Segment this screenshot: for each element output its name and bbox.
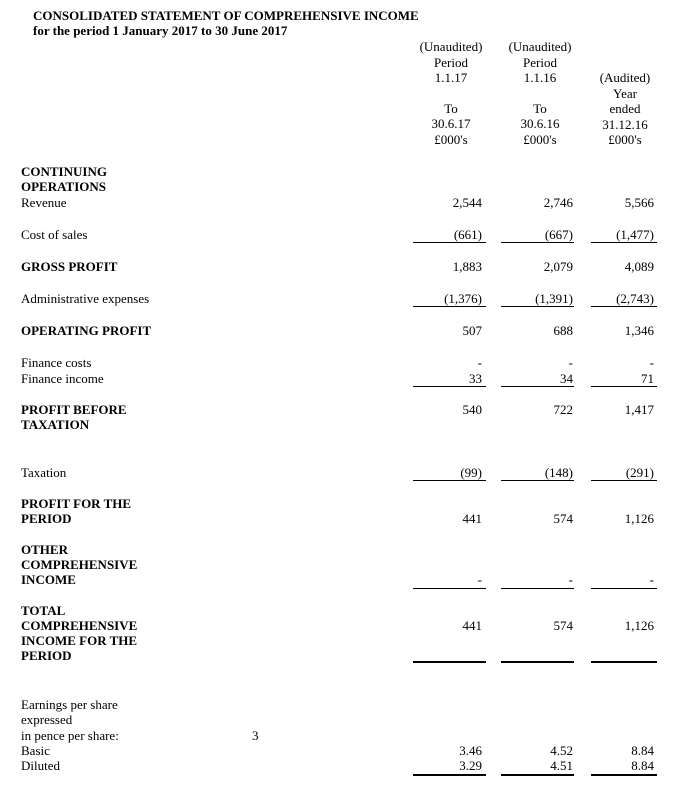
row-label-basic: Basic bbox=[21, 743, 50, 758]
value-cell: 574 bbox=[553, 511, 573, 526]
statement-title: CONSOLIDATED STATEMENT OF COMPREHENSIVE INCOME bbox=[33, 8, 419, 23]
value-cell: 441 bbox=[462, 618, 482, 633]
value-cell: 4.51 bbox=[550, 758, 573, 773]
underline bbox=[501, 386, 574, 387]
row-label-profit-for-period: PROFIT FOR THE bbox=[21, 496, 132, 511]
value-cell: 540 bbox=[462, 402, 482, 417]
value-cell: 33 bbox=[469, 371, 482, 386]
value-cell: 1,883 bbox=[452, 259, 482, 274]
eps-label: in pence per share: bbox=[21, 728, 119, 743]
value-cell: 1,126 bbox=[624, 511, 654, 526]
underline bbox=[591, 588, 657, 589]
row-label-finance-costs: Finance costs bbox=[21, 355, 92, 370]
value-cell: - bbox=[649, 355, 654, 370]
value-cell: 2,746 bbox=[543, 195, 573, 210]
value-cell: 71 bbox=[641, 371, 654, 386]
eps-label: Earnings per share bbox=[21, 697, 118, 712]
value-cell: 4,089 bbox=[624, 259, 654, 274]
value-cell: (667) bbox=[544, 227, 573, 242]
row-label-profit-for-period: PERIOD bbox=[21, 511, 72, 526]
row-label-total-ci: TOTAL bbox=[21, 603, 66, 618]
row-label-oci: INCOME bbox=[21, 572, 76, 587]
value-cell: 507 bbox=[462, 323, 482, 338]
value-cell: 4.52 bbox=[550, 743, 573, 758]
value-cell: 8.84 bbox=[631, 743, 654, 758]
row-label-cost-of-sales: Cost of sales bbox=[21, 227, 88, 242]
column-header-2: (Unaudited) Period 1.1.16 To 30.6.16 £000's bbox=[508, 39, 572, 147]
value-cell: - bbox=[649, 572, 654, 587]
value-cell: (291) bbox=[625, 465, 654, 480]
value-cell: (148) bbox=[544, 465, 573, 480]
row-label-finance-income: Finance income bbox=[21, 371, 104, 386]
value-cell: 1,346 bbox=[624, 323, 654, 338]
double-underline bbox=[591, 661, 657, 663]
double-underline bbox=[501, 774, 574, 776]
value-cell: 2,544 bbox=[452, 195, 482, 210]
underline bbox=[501, 306, 574, 307]
value-cell: 8.84 bbox=[631, 758, 654, 773]
value-cell: (1,477) bbox=[616, 227, 654, 242]
double-underline bbox=[501, 661, 574, 663]
row-label-total-ci: PERIOD bbox=[21, 648, 72, 663]
underline bbox=[501, 480, 574, 481]
eps-label: expressed bbox=[21, 712, 73, 727]
value-cell: 3.46 bbox=[459, 743, 482, 758]
row-label-taxation: Taxation bbox=[21, 465, 67, 480]
underline bbox=[501, 242, 574, 243]
underline bbox=[591, 386, 657, 387]
value-cell: 688 bbox=[553, 323, 573, 338]
row-label-revenue: Revenue bbox=[21, 195, 67, 210]
underline bbox=[501, 588, 574, 589]
underline bbox=[413, 588, 486, 589]
underline bbox=[591, 242, 657, 243]
value-cell: - bbox=[477, 355, 482, 370]
double-underline bbox=[413, 774, 486, 776]
section-heading: CONTINUING bbox=[21, 164, 107, 179]
value-cell: - bbox=[477, 572, 482, 587]
value-cell: 1,126 bbox=[624, 618, 654, 633]
value-cell: 441 bbox=[462, 511, 482, 526]
value-cell: (99) bbox=[460, 465, 482, 480]
double-underline bbox=[591, 774, 657, 776]
section-heading: OPERATIONS bbox=[21, 179, 106, 194]
row-label-oci: COMPREHENSIVE bbox=[21, 557, 138, 572]
row-label-gross-profit: GROSS PROFIT bbox=[21, 259, 118, 274]
value-cell: 34 bbox=[560, 371, 573, 386]
column-header-1: (Unaudited) Period 1.1.17 To 30.6.17 £000's bbox=[419, 39, 483, 147]
value-cell: 574 bbox=[553, 618, 573, 633]
row-label-diluted: Diluted bbox=[21, 758, 60, 773]
column-header-3: (Audited) Year ended 31.12.16 £000's bbox=[599, 70, 651, 147]
underline bbox=[413, 480, 486, 481]
value-cell: (1,376) bbox=[444, 291, 482, 306]
row-label-pbt: TAXATION bbox=[21, 417, 90, 432]
value-cell: 2,079 bbox=[543, 259, 573, 274]
value-cell: - bbox=[568, 572, 573, 587]
underline bbox=[591, 306, 657, 307]
row-label-admin-expenses: Administrative expenses bbox=[21, 291, 150, 306]
row-label-oci: OTHER bbox=[21, 542, 68, 557]
value-cell: 722 bbox=[553, 402, 573, 417]
value-cell: (661) bbox=[453, 227, 482, 242]
row-label-total-ci: COMPREHENSIVE bbox=[21, 618, 138, 633]
value-cell: 3.29 bbox=[459, 758, 482, 773]
note-reference: 3 bbox=[252, 728, 259, 743]
value-cell: 5,566 bbox=[624, 195, 654, 210]
underline bbox=[413, 386, 486, 387]
value-cell: (1,391) bbox=[535, 291, 573, 306]
double-underline bbox=[413, 661, 486, 663]
underline bbox=[413, 306, 486, 307]
value-cell: 1,417 bbox=[624, 402, 654, 417]
underline bbox=[413, 242, 486, 243]
statement-subtitle: for the period 1 January 2017 to 30 June 2017 bbox=[33, 23, 288, 38]
value-cell: - bbox=[568, 355, 573, 370]
underline bbox=[591, 480, 657, 481]
value-cell: (2,743) bbox=[616, 291, 654, 306]
row-label-pbt: PROFIT BEFORE bbox=[21, 402, 127, 417]
row-label-operating-profit: OPERATING PROFIT bbox=[21, 323, 152, 338]
row-label-total-ci: INCOME FOR THE bbox=[21, 633, 138, 648]
